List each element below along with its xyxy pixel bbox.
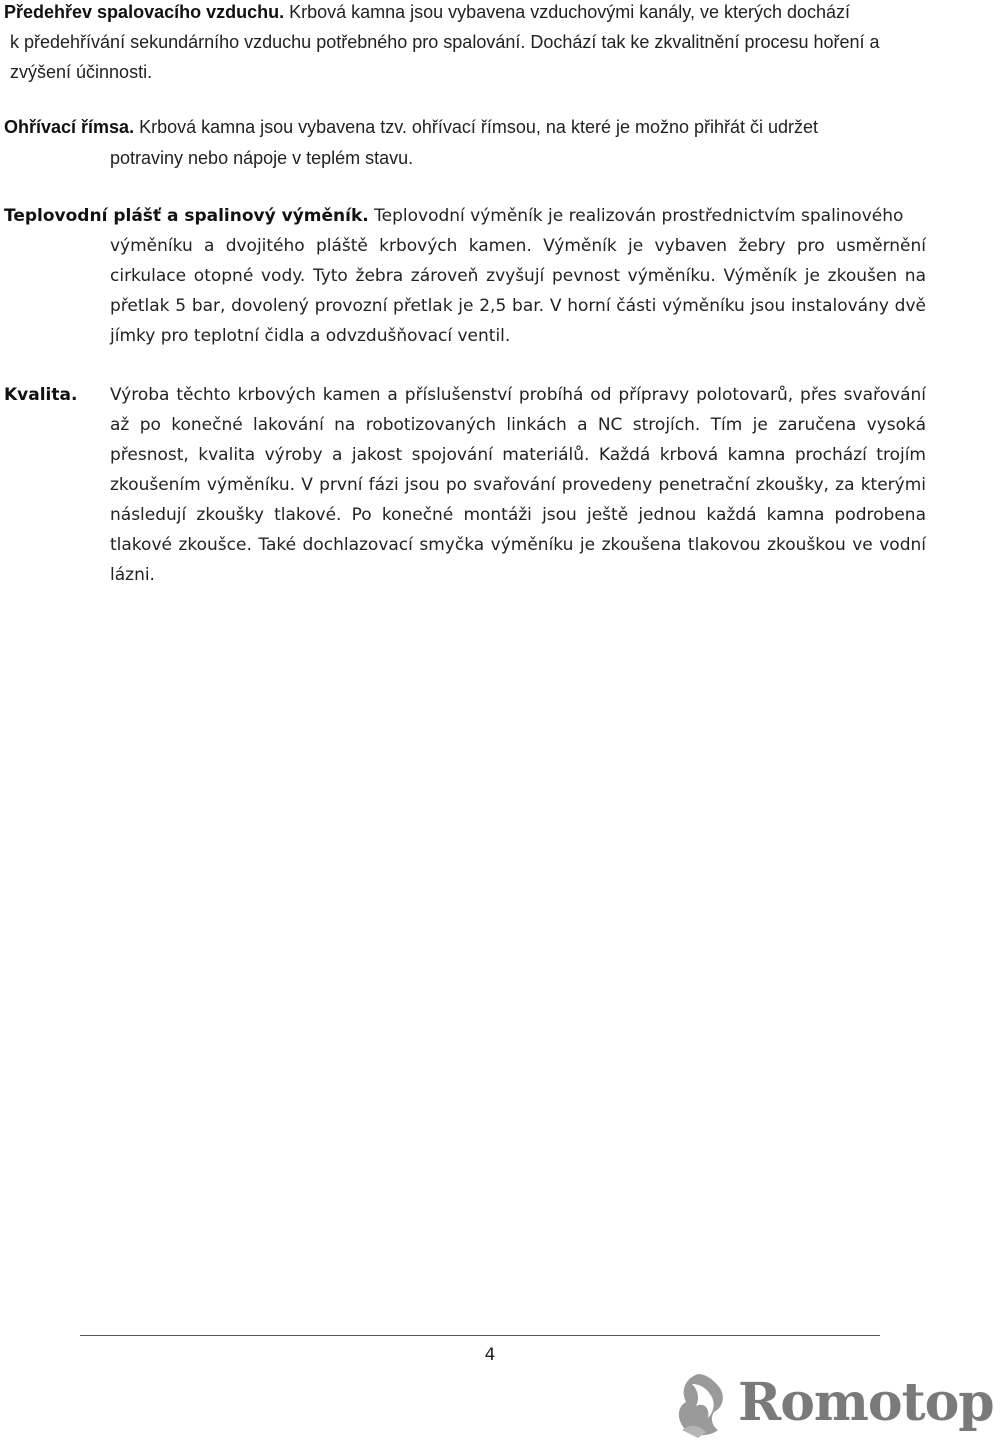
paragraph-teplovodni-plast	[4, 201, 926, 351]
paragraph-kvalita: Výroba těchto krbových kamen a příslušenství probíhá od přípravy polotovarů, přes svařování až po konečné lakování na robotizovaných linkách a NC strojích. Tím je zaručena vysoká přesnost, kvalita výroby a jakost spojování materiálů. Každá krbová kamna prochází trojím zkoušením výměníku. V první fázi jsou po svařování provedeny penetrační zkoušky, za kterými následují zkoušky tlakové. Po konečné montáži jsou ještě jednou každá kamna podrobena tlakové zkoušce. Také dochlazovací smyčka výměníku je zkoušena tlakovou zkouškou ve vodní lázni.	[110, 385, 926, 585]
brand-logo	[668, 1368, 994, 1440]
paragraph-heading: Teplovodní plášť a spalinový výměník.	[4, 206, 369, 226]
paragraph-lead: Teplovodní výměník je realizován prostřednictvím spalinového	[368, 206, 904, 226]
paragraph-heading: Předehřev spalovacího vzduchu.	[4, 2, 285, 22]
paragraph-body: k předehřívání sekundárního vzduchu potřebného pro spalování. Dochází tak ke zkvalitnění procesu hoření a zvýšení účinnosti.	[10, 32, 880, 82]
paragraph-heading-kvalita: Kvalita.	[4, 385, 78, 405]
paragraph-predehrev	[4, 0, 926, 87]
logo-wordmark: Romotop	[738, 1372, 994, 1433]
paragraph-lead: Krbová kamna jsou vybavena vzduchovými kanály, ve kterých dochází	[284, 2, 851, 22]
paragraph-lead: Krbová kamna jsou vybavena tzv. ohřívací římsou, na které je možno přihřát či udržet	[134, 117, 819, 137]
footer-divider	[80, 1335, 880, 1336]
paragraph-body: potraviny nebo nápoje v teplém stavu.	[110, 148, 414, 168]
paragraph-ohrivaci-rimsa	[4, 112, 926, 174]
paragraph-body: výměníku a dvojitého pláště krbových kamen. Výměník je vybaven žebry pro usměrnění cirkulace otopné vody. Tyto žebra zároveň zvyšují pevnost výměníku. Výměník je zkoušen na přetlak 5 bar, dovolený provozní přetlak je 2,5 bar. V horní části výměníku jsou instalovány dvě jímky pro teplotní čidla a odvzdušňovací ventil.	[110, 236, 926, 346]
romotop-logo-icon	[668, 1368, 740, 1440]
page-number: 4	[484, 1345, 496, 1365]
paragraph-heading: Ohřívací římsa.	[4, 117, 135, 137]
